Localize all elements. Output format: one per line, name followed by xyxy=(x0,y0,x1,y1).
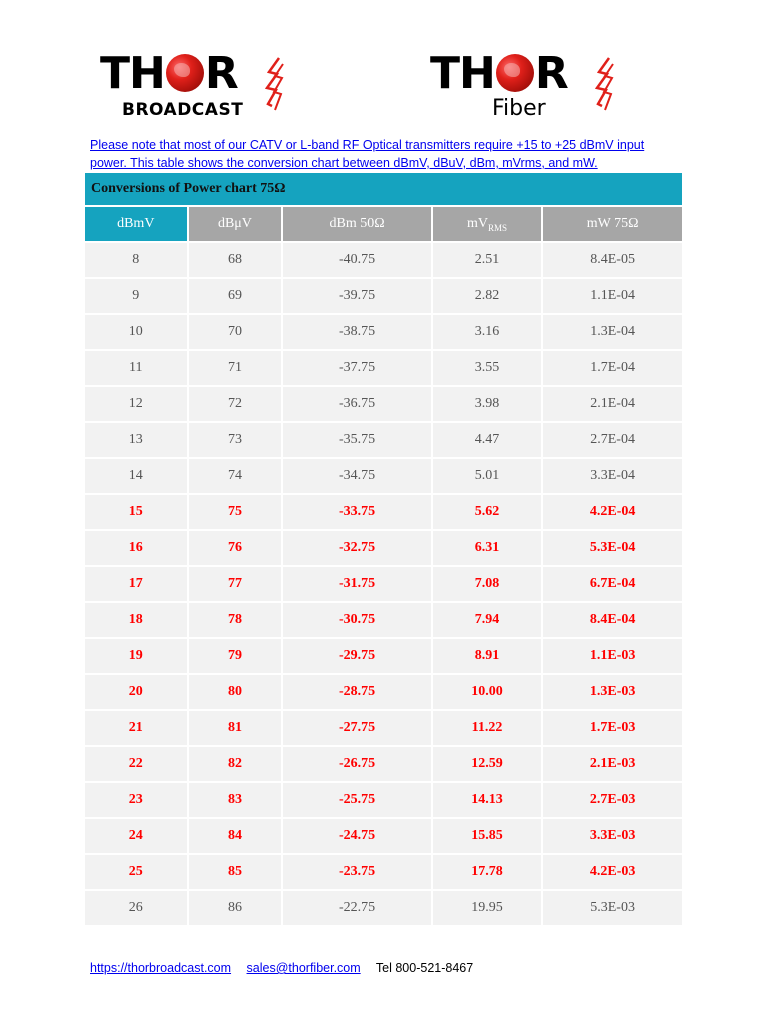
table-cell: 8.91 xyxy=(433,639,541,673)
table-cell: 17 xyxy=(85,567,187,601)
table-cell: -32.75 xyxy=(283,531,430,565)
lightning-bolt-icon xyxy=(263,56,289,114)
table-cell: 11.22 xyxy=(433,711,541,745)
table-cell: 78 xyxy=(189,603,282,637)
footer xyxy=(90,961,485,975)
table-cell: 5.3E-03 xyxy=(543,891,682,925)
table-cell: 10.00 xyxy=(433,675,541,709)
table-row xyxy=(85,639,682,673)
table-cell: -30.75 xyxy=(283,603,430,637)
table-header-row xyxy=(85,207,682,241)
globe-icon xyxy=(166,54,204,92)
logo-wordmark: TH R xyxy=(100,48,238,99)
table-cell: 5.62 xyxy=(433,495,541,529)
table-row xyxy=(85,855,682,889)
table-cell: 2.7E-03 xyxy=(543,783,682,817)
lightning-bolt-icon xyxy=(593,56,619,114)
logo-subtitle-fiber: Fiber xyxy=(492,96,546,121)
table-row xyxy=(85,711,682,745)
power-conversion-table xyxy=(83,205,684,927)
thor-fiber-logo xyxy=(430,44,630,124)
table-row xyxy=(85,243,682,277)
table-cell: 86 xyxy=(189,891,282,925)
table-cell: 77 xyxy=(189,567,282,601)
table-cell: 6.7E-04 xyxy=(543,567,682,601)
table-row xyxy=(85,351,682,385)
table-cell: 1.1E-04 xyxy=(543,279,682,313)
table-cell: -25.75 xyxy=(283,783,430,817)
table-row xyxy=(85,315,682,349)
table-cell: -33.75 xyxy=(283,495,430,529)
table-cell: 24 xyxy=(85,819,187,853)
table-cell: 83 xyxy=(189,783,282,817)
table-cell: 22 xyxy=(85,747,187,781)
header-dbuv: dBμV xyxy=(189,207,282,241)
table-cell: 82 xyxy=(189,747,282,781)
table-cell: 4.2E-04 xyxy=(543,495,682,529)
table-cell: 8.4E-04 xyxy=(543,603,682,637)
table-row xyxy=(85,783,682,817)
table-cell: 23 xyxy=(85,783,187,817)
table-cell: 9 xyxy=(85,279,187,313)
table-cell: 85 xyxy=(189,855,282,889)
table-row xyxy=(85,459,682,493)
table-cell: 25 xyxy=(85,855,187,889)
table-cell: 84 xyxy=(189,819,282,853)
table-cell: 72 xyxy=(189,387,282,421)
table-cell: 17.78 xyxy=(433,855,541,889)
table-cell: 2.51 xyxy=(433,243,541,277)
email-link[interactable]: sales@thorfiber.com xyxy=(246,961,361,975)
table-row xyxy=(85,387,682,421)
table-cell: 14.13 xyxy=(433,783,541,817)
info-note-link[interactable]: Please note that most of our CATV or L-band RF Optical transmitters require +15 to +25 dBmV input power. This table shows the conversion chart between dBmV, dBuV, dBm, mVrms, and mW. xyxy=(90,138,645,170)
table-cell: 15.85 xyxy=(433,819,541,853)
table-cell: 1.3E-03 xyxy=(543,675,682,709)
table-cell: 68 xyxy=(189,243,282,277)
phone-number: Tel 800-521-8467 xyxy=(375,961,474,975)
header-dbm: dBm 50Ω xyxy=(283,207,430,241)
table-cell: 6.31 xyxy=(433,531,541,565)
thor-broadcast-logo xyxy=(100,44,300,124)
table-cell: 2.1E-04 xyxy=(543,387,682,421)
table-cell: 12 xyxy=(85,387,187,421)
table-cell: 75 xyxy=(189,495,282,529)
table-cell: 8.4E-05 xyxy=(543,243,682,277)
table-cell: 1.1E-03 xyxy=(543,639,682,673)
table-cell: 20 xyxy=(85,675,187,709)
table-cell: 3.3E-04 xyxy=(543,459,682,493)
table-cell: 14 xyxy=(85,459,187,493)
table-cell: -29.75 xyxy=(283,639,430,673)
table-cell: -24.75 xyxy=(283,819,430,853)
table-cell: 76 xyxy=(189,531,282,565)
table-row xyxy=(85,531,682,565)
table-cell: 11 xyxy=(85,351,187,385)
header-mvrms: $mV_{RMS}$ xyxy=(433,207,541,241)
table-body xyxy=(85,243,682,925)
table-cell: 1.3E-04 xyxy=(543,315,682,349)
table-cell: -27.75 xyxy=(283,711,430,745)
table-row xyxy=(85,423,682,457)
table-cell: -37.75 xyxy=(283,351,430,385)
table-cell: 4.47 xyxy=(433,423,541,457)
table-cell: -35.75 xyxy=(283,423,430,457)
table-cell: 4.2E-03 xyxy=(543,855,682,889)
table-cell: 5.01 xyxy=(433,459,541,493)
table-title: Conversions of Power chart 75Ω xyxy=(85,173,682,205)
table-cell: 69 xyxy=(189,279,282,313)
table-cell: 2.1E-03 xyxy=(543,747,682,781)
table-cell: -31.75 xyxy=(283,567,430,601)
table-cell: -23.75 xyxy=(283,855,430,889)
table-row xyxy=(85,747,682,781)
table-cell: -22.75 xyxy=(283,891,430,925)
table-cell: 1.7E-04 xyxy=(543,351,682,385)
globe-icon xyxy=(496,54,534,92)
table-cell: 7.94 xyxy=(433,603,541,637)
table-cell: 16 xyxy=(85,531,187,565)
table-cell: 79 xyxy=(189,639,282,673)
table-cell: 5.3E-04 xyxy=(543,531,682,565)
table-cell: 71 xyxy=(189,351,282,385)
table-row xyxy=(85,603,682,637)
table-cell: 26 xyxy=(85,891,187,925)
table-cell: 13 xyxy=(85,423,187,457)
table-cell: 15 xyxy=(85,495,187,529)
table-row xyxy=(85,675,682,709)
table-cell: -26.75 xyxy=(283,747,430,781)
logo-wordmark: TH R xyxy=(430,48,568,99)
website-link[interactable]: https://thorbroadcast.com xyxy=(90,961,232,975)
table-cell: 1.7E-03 xyxy=(543,711,682,745)
table-cell: -28.75 xyxy=(283,675,430,709)
table-cell: 3.16 xyxy=(433,315,541,349)
table-cell: 8 xyxy=(85,243,187,277)
table-cell: -39.75 xyxy=(283,279,430,313)
table-row xyxy=(85,891,682,925)
table-cell: 10 xyxy=(85,315,187,349)
header-mw: mW 75Ω xyxy=(543,207,682,241)
table-cell: 74 xyxy=(189,459,282,493)
table-row xyxy=(85,279,682,313)
table-cell: 19 xyxy=(85,639,187,673)
table-cell: 21 xyxy=(85,711,187,745)
table-cell: 2.82 xyxy=(433,279,541,313)
table-cell: -36.75 xyxy=(283,387,430,421)
table-cell: 73 xyxy=(189,423,282,457)
table-cell: 7.08 xyxy=(433,567,541,601)
table-cell: -34.75 xyxy=(283,459,430,493)
table-cell: 19.95 xyxy=(433,891,541,925)
header-dbmv: dBmV xyxy=(85,207,187,241)
logo-subtitle-broadcast: BROADCAST xyxy=(122,100,244,120)
table-row xyxy=(85,819,682,853)
table-cell: -38.75 xyxy=(283,315,430,349)
table-row xyxy=(85,495,682,529)
table-cell: 70 xyxy=(189,315,282,349)
conversion-table xyxy=(85,173,682,927)
table-cell: 12.59 xyxy=(433,747,541,781)
table-cell: 81 xyxy=(189,711,282,745)
table-cell: 3.98 xyxy=(433,387,541,421)
table-cell: 18 xyxy=(85,603,187,637)
table-cell: -40.75 xyxy=(283,243,430,277)
table-row xyxy=(85,567,682,601)
table-cell: 2.7E-04 xyxy=(543,423,682,457)
table-cell: 3.55 xyxy=(433,351,541,385)
table-cell: 80 xyxy=(189,675,282,709)
table-cell: 3.3E-03 xyxy=(543,819,682,853)
